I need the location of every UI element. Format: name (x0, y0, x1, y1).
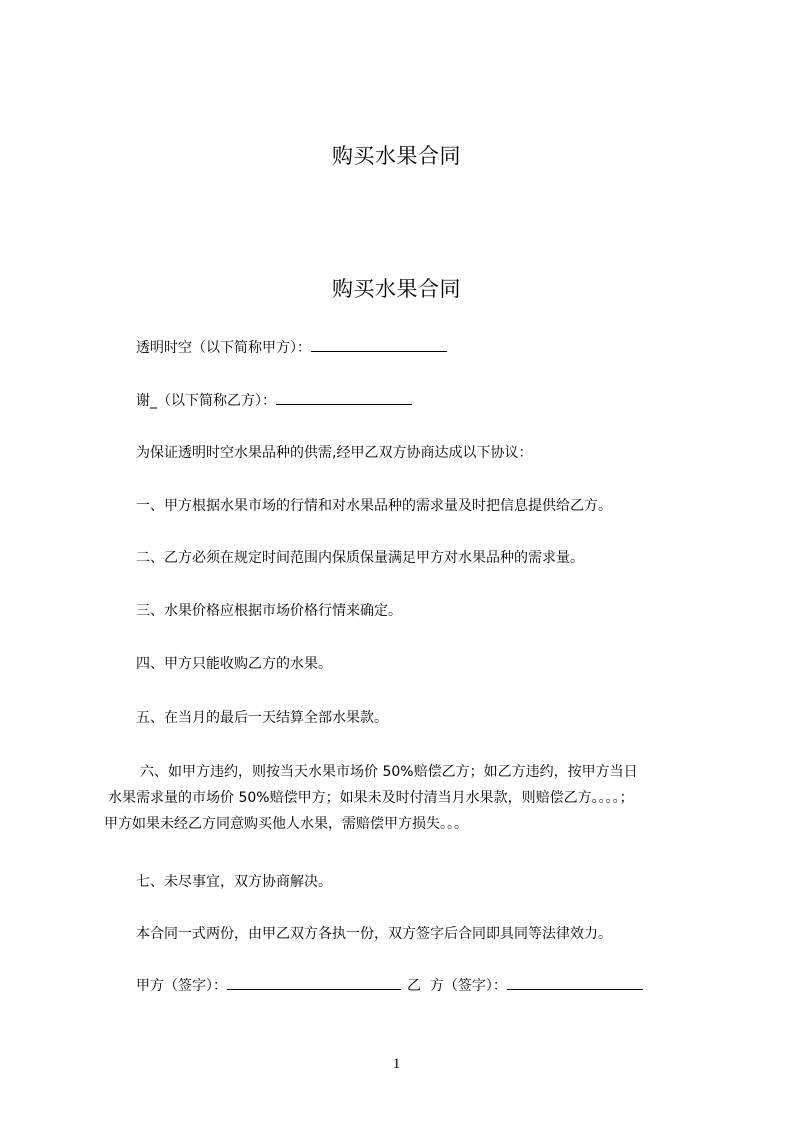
document-title: 购买水果合同 (332, 277, 461, 301)
party-b-blank[interactable] (276, 392, 412, 405)
signature-a-label: 甲方（签字）： (136, 978, 227, 994)
signature-b-label: 乙 方（签字）： (407, 978, 507, 994)
clause-7: 七、未尽事宜，双方协商解决。 (136, 874, 332, 890)
header-title: 购买水果合同 (332, 144, 461, 168)
clause-3: 三、水果价格应根据市场价格行情来确定。 (136, 603, 402, 619)
party-a-blank[interactable] (311, 339, 447, 352)
closing-paragraph: 本合同一式两份，由甲乙双方各执一份，双方签字后合同即具同等法律效力。 (136, 926, 612, 942)
clause-4: 四、甲方只能收购乙方的水果。 (136, 656, 332, 672)
clause-6-line: 六、如甲方违约，则按当天水果市场价 50%赔偿乙方；如乙方违约，按甲方当日 (140, 764, 638, 780)
clause-5: 五、在当月的最后一天结算全部水果款。 (136, 710, 388, 726)
intro-paragraph: 为保证透明时空水果品种的供需,经甲乙双方协商达成以下协议： (136, 445, 533, 461)
party-b-label: 谢_（以下简称乙方）： (136, 393, 276, 409)
signature-b-blank[interactable] (507, 977, 643, 990)
party-b-line (136, 392, 412, 410)
clause-2: 二、乙方必须在规定时间范围内保质保量满足甲方对水果品种的需求量。 (136, 550, 584, 566)
signature-a-blank[interactable] (227, 977, 401, 990)
clause-6-line: 甲方如果未经乙方同意购买他人水果，需赔偿甲方损失。。。 (104, 816, 468, 832)
clause-6 (104, 759, 704, 837)
page-number: 1 (392, 1056, 401, 1072)
clause-1: 一、甲方根据水果市场的行情和对水果品种的需求量及时把信息提供给乙方。 (136, 498, 612, 514)
party-a-line (136, 339, 447, 357)
signature-line (136, 977, 643, 995)
party-a-label: 透明时空（以下简称甲方）： (136, 340, 311, 356)
clause-6-line: 水果需求量的市场价 50%赔偿甲方；如果未及时付清当月水果款，则赔偿乙方。。。。； (108, 790, 634, 806)
